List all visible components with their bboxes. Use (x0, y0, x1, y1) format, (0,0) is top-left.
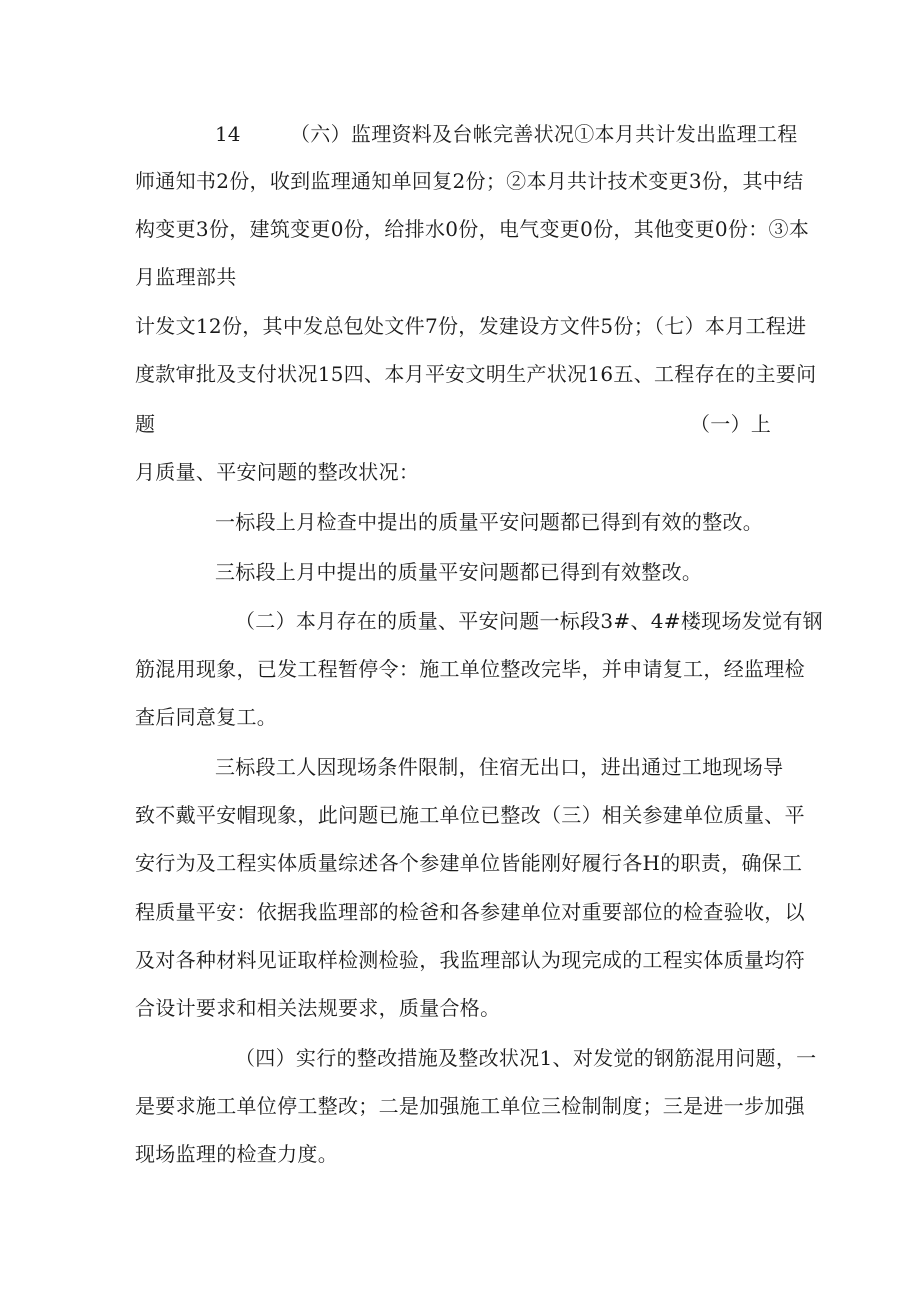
text-line: （二）本月存在的质量、平安问题一标段3#、4#楼现场发觉有钢 (235, 609, 823, 633)
text-line: 是要求施工单位停工整改；二是加强施工单位三检制制度；三是进一步加强 (135, 1094, 805, 1118)
text-line: 构变更3份，建筑变更0份，给排水0份，电气变更0份，其他变更0份：③本 (135, 217, 810, 241)
text-line: 查后同意复工。 (135, 705, 278, 729)
text-line: 度款审批及支付状况15四、本月平安文明生产状况16五、工程存在的主要问 (135, 362, 817, 386)
text-line: （一）上 (690, 412, 772, 436)
text-line: 现场监理的检查力度。 (135, 1142, 338, 1166)
text-line: 及对各种材料见证取样检测检验，我监理部认为现完成的工程实体质量均符 (135, 948, 805, 972)
page-number: 14 (215, 122, 241, 146)
text-line: 安行为及工程实体质量综述各个参建单位皆能刚好履行各H的职责，确保工 (135, 851, 803, 875)
text-line: 三标段上月中提出的质量平安问题都已得到有效整改。 (215, 560, 703, 584)
text-line: 致不戴平安帽现象，此问题已施工单位已整改（三）相关参建单位质量、平 (135, 803, 805, 827)
text-line: 合设计要求和相关法规要求，质量合格。 (135, 996, 501, 1020)
text-line: 三标段工人因现场条件限制，住宿无出口，进出通过工地现场导 (215, 755, 784, 779)
text-line: （六）监理资料及台帐完善状况①本月共计发出监理工程 (290, 122, 798, 146)
text-line: 一标段上月检查中提出的质量平安问题都已得到有效的整改。 (215, 510, 764, 534)
text-line: 月监理部共 (135, 265, 237, 289)
text-line: 计发文12份，其中发总包处文件7份，发建设方文件5份；（七）本月工程进 (135, 314, 807, 338)
text-line: 程质量平安：依据我监理部的检爸和各参建单位对重要部位的检查验收，以 (135, 900, 805, 924)
text-line: 筋混用现象，已发工程暂停令：施工单位整改完毕，并申请复工，经监理检 (135, 657, 805, 681)
text-line: 题 (135, 412, 156, 436)
text-line: （四）实行的整改措施及整改状况1、对发觉的钢筋混用问题，一 (235, 1046, 817, 1070)
text-line: 师通知书2份，收到监理通知单回复2份；②本月共计技术变更3份，其中结 (135, 169, 804, 193)
text-line: 月质量、平安问题的整改状况： (135, 460, 420, 484)
